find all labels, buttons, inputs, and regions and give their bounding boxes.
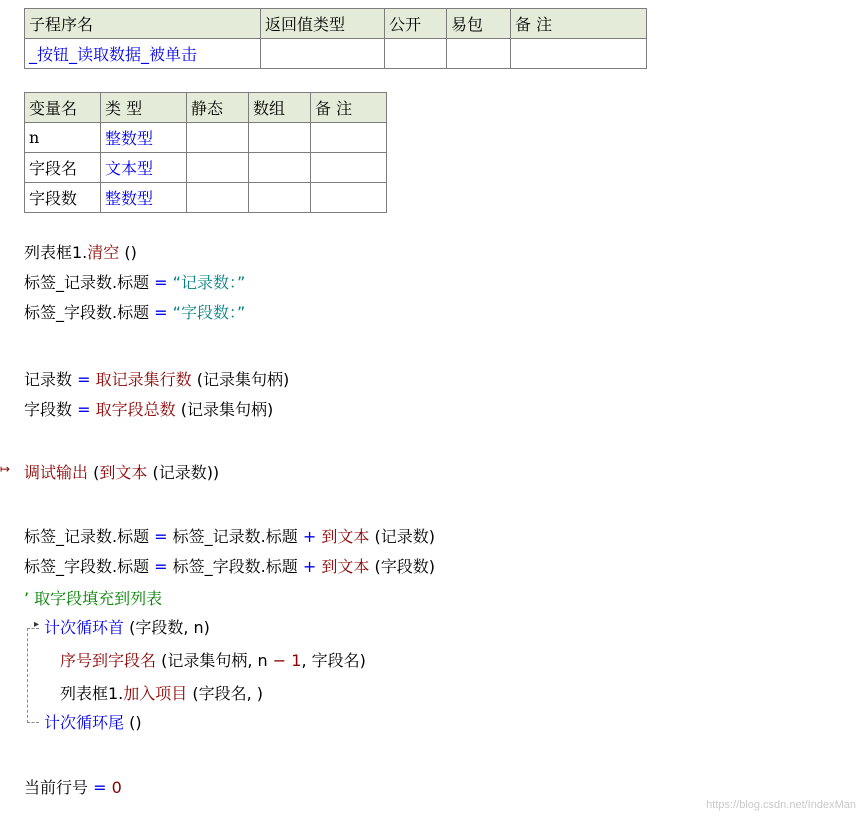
operand: 标签_字段数.标题: [172, 557, 298, 576]
code-line-loop-end[interactable]: [44, 713, 142, 733]
static-cell[interactable]: [187, 123, 249, 153]
assign-operator: =: [149, 557, 173, 576]
header-var-remarks: 备 注: [311, 93, 387, 123]
variable-name-cell[interactable]: n: [25, 123, 101, 153]
object-ref: 列表框1.: [60, 684, 124, 703]
command-name: 计次循环尾: [44, 713, 125, 732]
assign-target: 标签_字段数.标题: [24, 303, 150, 322]
header-public: 公开: [385, 9, 447, 39]
string-literal: “字段数：”: [172, 303, 246, 322]
header-easy-package: 易包: [447, 9, 511, 39]
code-line-debug-output[interactable]: [24, 463, 219, 483]
array-cell[interactable]: [249, 123, 311, 153]
variable-name-cell[interactable]: 字段数: [25, 183, 101, 213]
header-static: 静态: [187, 93, 249, 123]
code-comment[interactable]: ’ 取字段填充到列表: [24, 589, 163, 608]
assign-target: 标签_字段数.标题: [24, 557, 150, 576]
assign-operator: =: [149, 273, 173, 292]
array-cell[interactable]: [249, 153, 311, 183]
variable-row: [25, 183, 387, 213]
command-name: 取记录集行数: [95, 370, 192, 389]
number-literal: 0: [111, 778, 122, 797]
code-line-get-field-count[interactable]: [24, 400, 273, 420]
command-args: (记录集句柄, n: [156, 651, 273, 670]
header-remarks: 备 注: [511, 9, 647, 39]
remarks-cell[interactable]: [511, 39, 647, 69]
code-line-set-current-row[interactable]: [24, 778, 122, 798]
code-line-append-field-label[interactable]: [24, 557, 435, 577]
watermark: https://blog.csdn.net/IndexMan: [706, 799, 856, 811]
plus-operator: +: [297, 557, 322, 576]
command-name: 到文本: [99, 463, 148, 482]
command-args: (字段数): [369, 557, 435, 576]
command-args: (): [119, 243, 137, 262]
command-name: 调试输出: [24, 463, 89, 482]
code-line-loop-start[interactable]: [44, 618, 210, 638]
command-args: (字段名, ): [187, 684, 264, 703]
loop-guide-line: [27, 628, 28, 723]
return-type-cell[interactable]: [261, 39, 385, 69]
command-name: 到文本: [321, 527, 370, 546]
loop-arrow-icon: ▸: [34, 619, 40, 630]
command-args: (记录数)): [147, 463, 220, 482]
assign-target: 记录数: [24, 370, 73, 389]
code-line-clear-list[interactable]: [24, 243, 137, 263]
static-cell[interactable]: [187, 183, 249, 213]
header-return-type: 返回值类型: [261, 9, 385, 39]
assign-operator: =: [72, 400, 96, 419]
command-name: 计次循环首: [44, 618, 125, 637]
public-cell[interactable]: [385, 39, 447, 69]
variable-row: [25, 153, 387, 183]
assign-target: 字段数: [24, 400, 73, 419]
assign-operator: =: [149, 303, 173, 322]
array-cell[interactable]: [249, 183, 311, 213]
code-line-set-field-label[interactable]: [24, 303, 245, 323]
command-args: (记录数): [369, 527, 435, 546]
command-args: (): [124, 713, 142, 732]
command-args: (记录集句柄): [191, 370, 290, 389]
assign-target: 标签_记录数.标题: [24, 273, 150, 292]
var-remarks-cell[interactable]: [311, 183, 387, 213]
command-name: 到文本: [321, 557, 370, 576]
variable-row: [25, 123, 387, 153]
assign-operator: =: [88, 778, 112, 797]
object-ref: 列表框1.: [24, 243, 88, 262]
static-cell[interactable]: [187, 153, 249, 183]
assign-operator: =: [149, 527, 173, 546]
number-literal: 1: [291, 651, 302, 670]
string-literal: “记录数：”: [172, 273, 246, 292]
variable-name-cell[interactable]: 字段名: [25, 153, 101, 183]
assign-target: 标签_记录数.标题: [24, 527, 150, 546]
paren: (: [88, 463, 100, 482]
debug-arrow-icon: ↦: [0, 462, 11, 476]
var-remarks-cell[interactable]: [311, 153, 387, 183]
plus-operator: +: [297, 527, 322, 546]
code-line-add-item[interactable]: [60, 684, 263, 704]
easy-package-cell[interactable]: [447, 39, 511, 69]
code-line-set-record-label[interactable]: [24, 273, 245, 293]
command-name: 序号到字段名: [60, 651, 157, 670]
command-args: , 字段名): [301, 651, 366, 670]
variable-type-cell[interactable]: 文本型: [101, 153, 187, 183]
command-name: 清空: [87, 243, 120, 262]
code-line-append-record-label[interactable]: [24, 527, 435, 547]
header-variable-name: 变量名: [25, 93, 101, 123]
subroutine-name-cell[interactable]: _按钮_读取数据_被单击: [25, 39, 261, 69]
assign-target: 当前行号: [24, 778, 89, 797]
variable-type-cell[interactable]: 整数型: [101, 183, 187, 213]
header-array: 数组: [249, 93, 311, 123]
command-name: 加入项目: [123, 684, 188, 703]
command-name: 取字段总数: [95, 400, 176, 419]
subroutine-table: [24, 8, 647, 69]
code-line-get-record-count[interactable]: [24, 370, 289, 390]
var-remarks-cell[interactable]: [311, 123, 387, 153]
loop-guide-bottom: [27, 722, 39, 723]
operand: 标签_记录数.标题: [172, 527, 298, 546]
variable-type-cell[interactable]: 整数型: [101, 123, 187, 153]
header-type: 类 型: [101, 93, 187, 123]
command-args: (记录集句柄): [175, 400, 274, 419]
code-line-index-to-field[interactable]: [60, 651, 366, 671]
assign-operator: =: [72, 370, 96, 389]
variable-table: [24, 92, 387, 213]
header-subroutine-name: 子程序名: [25, 9, 261, 39]
command-args: (字段数, n): [124, 618, 210, 637]
minus-operator: −: [272, 651, 287, 670]
